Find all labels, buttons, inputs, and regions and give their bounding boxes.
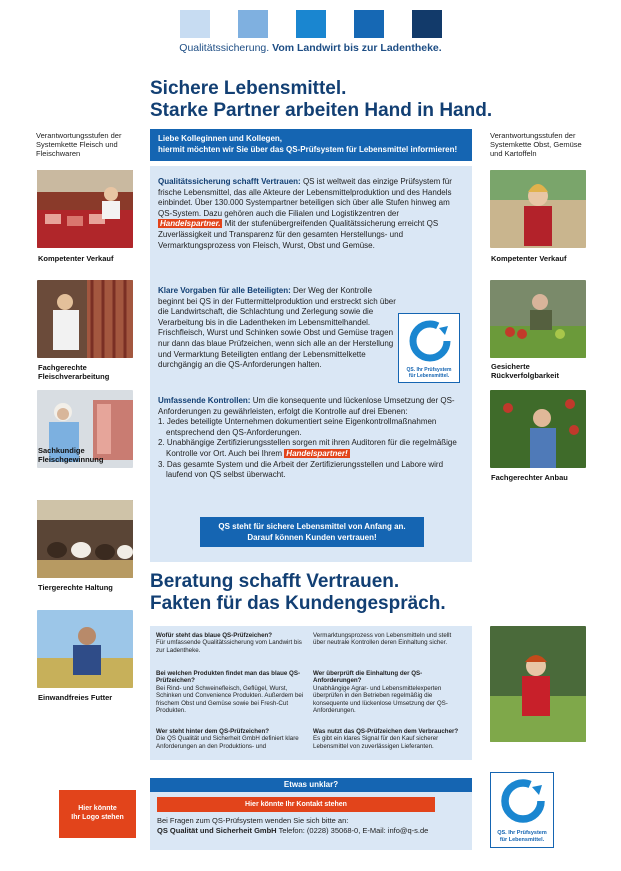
swatch-1 (180, 10, 210, 38)
logo-placeholder-line-1: Hier könnte (78, 805, 117, 812)
photo-label-futter: Einwandfreies Futter (38, 693, 113, 702)
contact-company: QS Qualität und Sicherheit GmbH (157, 826, 277, 835)
photo-label-gewinnung: Sachkundige Fleischgewinnung (38, 446, 104, 464)
faq-item (156, 728, 306, 750)
shopper-photo (490, 626, 586, 742)
faq-item (156, 670, 306, 714)
intro-line-2: hiermit möchten wir Sie über das QS-Prüfsystem für Lebensmittel informieren! (158, 144, 458, 154)
photo-label-anbau: Fachgerechter Anbau (491, 473, 568, 482)
swatch-4 (354, 10, 384, 38)
section-vertrauen (158, 177, 464, 251)
intro-banner (150, 129, 472, 161)
photo-label-verkauf-left: Kompetenter Verkauf (38, 254, 114, 263)
tagline (0, 42, 621, 54)
photo-label-rueckverfolgbarkeit: Gesicherte Rückverfolgbarkeit (491, 362, 559, 380)
tagline-light: Qualitätssicherung. (179, 42, 270, 54)
tagline-bold: Vom Landwirt bis zur Ladentheke. (272, 42, 442, 54)
faq-item (313, 632, 463, 647)
trust-banner-line-2: Darauf können Kunden vertrauen! (247, 533, 377, 542)
qs-badge (398, 313, 460, 383)
meat-processing-photo (37, 280, 133, 358)
section-vorgaben-title: Klare Vorgaben für alle Beteiligten: (158, 286, 291, 295)
produce-crates-photo (490, 280, 586, 358)
contact-placeholder-button[interactable]: Hier könnte Ihr Kontakt stehen (157, 797, 435, 812)
headline2-line-1: Beratung schafft Vertrauen. (150, 571, 400, 592)
trust-banner (200, 517, 424, 547)
control-level-1: 1. Jedes beteiligte Unternehmen dokumentiert seine Eigenkontrollmaßnahmen entsprechend den QS-Anforderungen. (158, 417, 437, 437)
section-vertrauen-text-b: Mit der stufenübergreifenden Qualitätssicherung erreicht QS Zuverlässigkeit und Transparenz für den gesamten Herstellungs- und Vermarktungsprozess von Fleisch, Wurst, Obst und Gemüse. (158, 219, 439, 250)
headline2-line-2: Fakten für das Kundengespräch. (150, 593, 446, 614)
faq-answer: Bei Rind- und Schweinefleisch, Geflügel, Wurst, Schinken und Convenience Produkten. Außerdem bei frischem Obst und Gemüse sowie bei Fresh-Cut Produkten. (156, 684, 304, 715)
qs-logo-icon (491, 773, 555, 831)
faq-item (313, 670, 463, 714)
qs-badge-caption (399, 367, 459, 379)
faq-answer: Vermarktungsprozess von Lebensmitteln und stellt über neutrale Kontrollen deren Einhaltung sicher. (313, 632, 452, 647)
color-swatches (180, 10, 442, 38)
qs-logo-line-2: für Lebensmittel. (499, 836, 545, 843)
cattle-barn-photo (37, 500, 133, 578)
control-level-2-text: 2. Unabhängige Zertifizierungsstellen sorgen mit ihren Auditoren für die regelmäßige Kontrolle vor Ort. Auch bei Ihrem (158, 438, 457, 458)
swatch-5 (412, 10, 442, 38)
contact-header: Etwas unklar? (150, 778, 472, 792)
faq-question: Was nutzt das QS-Prüfzeichen dem Verbraucher? (313, 728, 459, 735)
logo-placeholder-line-2: Ihr Logo stehen (71, 814, 124, 821)
logo-placeholder (59, 790, 136, 838)
section-kontrollen (158, 396, 464, 481)
qs-badge-line-1: QS. Ihr Prüfsystem (406, 367, 452, 373)
saleswoman-photo (490, 170, 586, 248)
section-vorgaben-text: Der Weg der Kontrolle beginnt bei QS in der Futtermittelproduktion und erstreckt sich über die Landwirtschaft, die Schlachtung und Zerlegung sowie die Verarbeitung bis in die Ladentheken im Lebensmittelhandel. Frischfleisch, Wurst und Schinken sowie Obst und Gemüse tragen nur dann das blaue Prüfzeichen, wenn sich alle an der Herstellung und Vermarktung Beteiligten entlang der Lebensmittelkette durchgängig an die QS-Anforderungen halten. (158, 286, 396, 370)
qs-badge-line-2: für Lebensmittel. (408, 373, 450, 379)
headline-line-1: Sichere Lebensmittel. (150, 78, 347, 99)
faq-question: Bei welchen Produkten findet man das blaue QS-Prüfzeichen? (156, 670, 301, 685)
trust-banner-line-1: QS steht für sichere Lebensmittel von Anfang an. (218, 522, 406, 531)
section-vertrauen-title: Qualitätssicherung schafft Vertrauen: (158, 177, 301, 186)
section-kontrollen-text: Um die konsequente und lückenlose Umsetzung der QS-Anforderungen zu gewährleisten, erfolgt die Kontrolle auf drei Ebenen: (158, 396, 455, 416)
grain-field-photo (37, 610, 133, 688)
section-vertrauen-text-a: QS ist weltweit das einzige Prüfsystem für frische Lebensmittel, das alle Akteure der Lebensmittelproduktion und des Handels einbindet. Über 130.000 Systempartner beteiligen sich über alle Stufen hinweg am QS-System. Dazu gehören auch die Filialen und Logistikzentren der (158, 177, 452, 218)
swatch-3 (296, 10, 326, 38)
right-column-caption: Verantwortungsstufen der Systemkette Obst, Gemüse und Kartoffeln (490, 131, 582, 158)
qs-circle-icon (399, 314, 461, 370)
swatch-2 (238, 10, 268, 38)
faq-item (313, 728, 463, 750)
photo-label-verkauf-right: Kompetenter Verkauf (491, 254, 567, 263)
section-vorgaben (158, 286, 398, 371)
faq-answer: Für umfassende Qualitätssicherung vom Landwirt bis zur Ladentheke. (156, 639, 302, 654)
qs-logo (490, 772, 554, 848)
faq-question: Wer überprüft die Einhaltung der QS-Anforderungen? (313, 670, 423, 685)
qs-logo-line-1: QS. Ihr Prüfsystem (497, 830, 547, 836)
intro-line-1: Liebe Kolleginnen und Kollegen, (158, 134, 283, 143)
headline-line-2: Starke Partner arbeiten Hand in Hand. (150, 100, 493, 121)
butcher-counter-photo (37, 170, 133, 248)
main-headline (150, 78, 492, 122)
consultation-headline (150, 571, 446, 615)
handelspartner-highlight-2: Handelspartner! (286, 448, 348, 458)
faq-answer: Unabhängige Agrar- und Lebensmittelexperten überprüfen in den Betrieben regelmäßig die konsequente und lückenlose Umsetzung der QS-Anforderungen. (313, 684, 448, 715)
left-column-caption: Verantwortungsstufen der Systemkette Fleisch und Fleischwaren (36, 131, 122, 158)
faq-question: Wer steht hinter dem QS-Prüfzeichen? (156, 728, 269, 735)
photo-label-haltung: Tiergerechte Haltung (38, 583, 113, 592)
photo-label-verarbeitung: Fachgerechte Fleischverarbeitung (38, 363, 110, 381)
faq-question: Wofür steht das blaue QS-Prüfzeichen? (156, 632, 273, 639)
contact-line-1: Bei Fragen zum QS-Prüfsystem wenden Sie sich bitte an: (157, 816, 349, 825)
control-level-2 (158, 438, 464, 459)
contact-text (157, 816, 467, 836)
section-kontrollen-title: Umfassende Kontrollen: (158, 396, 251, 405)
faq-answer: Die QS Qualität und Sicherheit GmbH definiert klare Anforderungen an den Produktions- und (156, 735, 299, 750)
faq-item (156, 632, 306, 654)
faq-answer: Es gibt ein klares Signal für den Kauf sicherer Lebensmittel von zuverlässigen Lieferanten. (313, 735, 439, 750)
handelspartner-highlight: Handelspartner. (160, 219, 221, 229)
control-levels-list (158, 417, 464, 481)
contact-details[interactable]: Telefon: (0228) 35068-0, E-Mail: info@q-s.de (278, 826, 429, 835)
qs-logo-caption (491, 830, 553, 843)
control-level-3: 3. Das gesamte System und die Arbeit der Zertifizierungsstellen und Labore wird laufend von QS selbst überwacht. (158, 459, 444, 480)
apple-orchard-photo (490, 390, 586, 468)
